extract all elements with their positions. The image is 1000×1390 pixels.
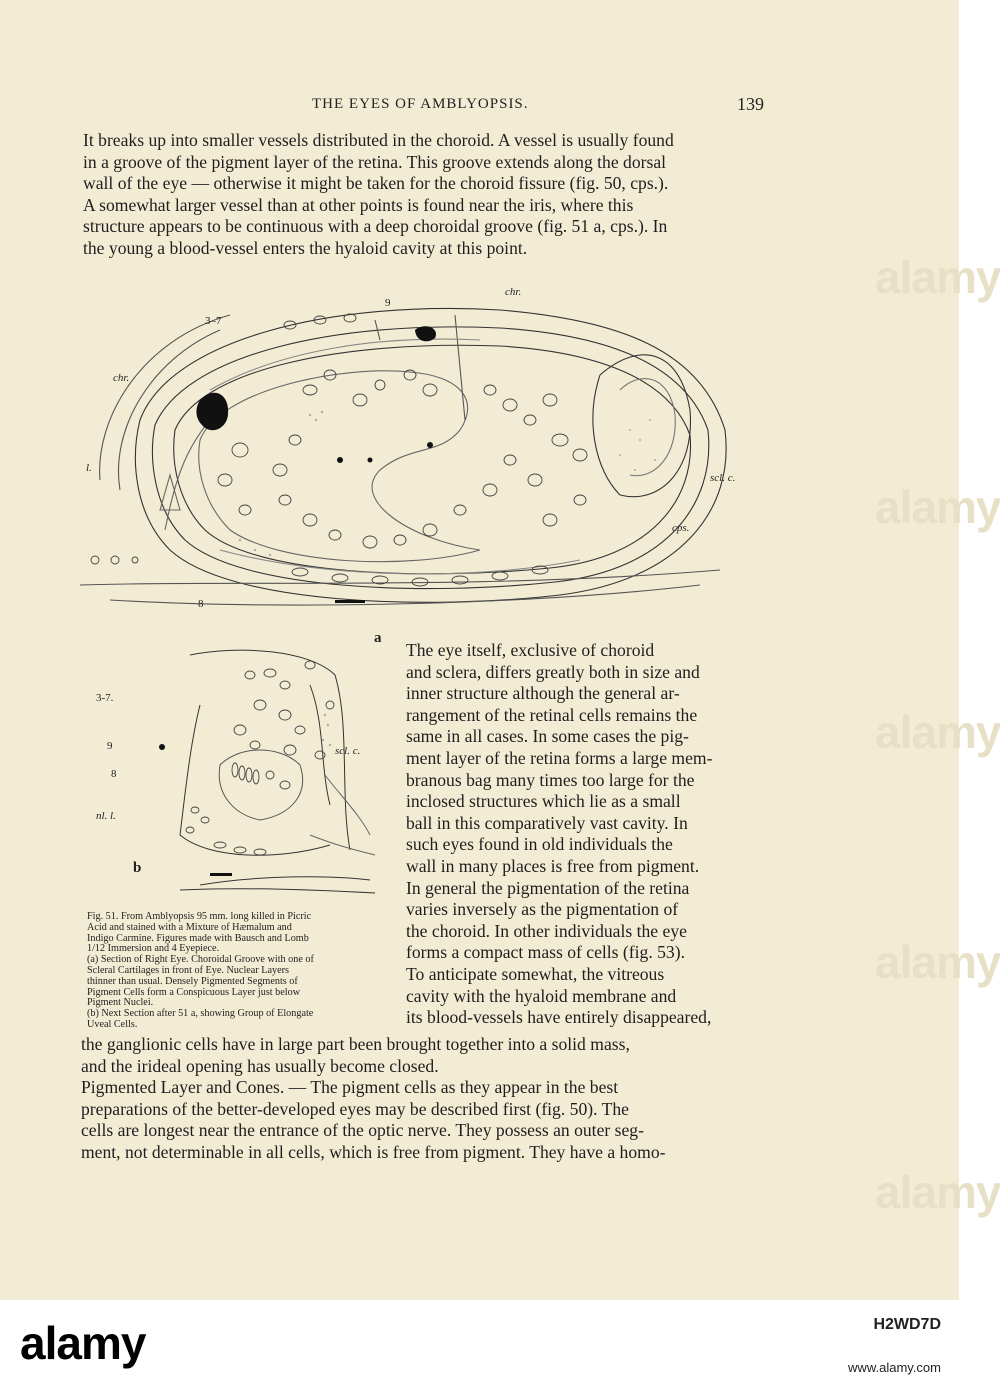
figure-51b-section [160,645,375,895]
text-line: inclosed structures which lie as a small [406,791,681,812]
fig-a-label-l: l. [86,462,92,474]
text-line: cavity with the hyaloid membrane and [406,985,677,1006]
watermark: alamy [875,481,1000,533]
stock-footer [0,1300,959,1390]
text-line: the young a blood-vessel enters the hyaloid cavity at this point. [83,237,528,258]
text-line: ment layer of the retina forms a large mem- [406,747,713,768]
text-line: wall in many places is free from pigment. [406,855,700,876]
fig-b-label-9: 9 [107,740,113,752]
text-line: ment, not determinable in all cells, which is free from pigment. They have a homo- [81,1141,666,1162]
fig-b-label-3-7: 3-7. [96,692,114,704]
text-line: rangement of the retinal cells remains the [406,704,698,725]
figure-caption [87,912,387,1031]
text-line: in a groove of the pigment layer of the retina. This groove extends along the dorsal [83,151,667,172]
fig-a-panel-label: a [374,630,382,646]
fig-a-label-chr-left: chr. [113,372,130,384]
fig-b-label-nll: nl. l. [96,810,116,822]
text-line: Pigmented Layer and Cones. — The pigment cells as they appear in the best [81,1077,619,1098]
text-line: and the irideal opening has usually become closed. [81,1055,439,1076]
watermark: alamy [875,706,1000,758]
figure-51a-eye-section [80,280,740,625]
fig-a-label-chr-top: chr. [505,286,522,298]
text-line: It breaks up into smaller vessels distributed in the choroid. A vessel is usually found [83,130,674,150]
text-line: In general the pigmentation of the retina [406,877,690,898]
text-line: the choroid. In other individuals the eye [406,920,687,941]
caption-line: 1/12 Immersion and 4 Eyepiece. [87,943,220,955]
caption-line: Pigment Cells form a Conspicuous Layer just below [87,986,301,998]
caption-line: thinner than usual. Densely Pigmented Segments of [87,975,298,987]
fig-a-label-cps: cps. [672,522,690,534]
text-line: wall of the eye — otherwise it might be taken for the choroid fissure (fig. 50, cps.). [83,173,669,194]
text-line: and sclera, differs greatly both in size and [406,661,700,682]
page-number: 139 [737,94,764,114]
caption-line: Acid and stained with a Mixture of Hæmalum and [87,921,292,933]
text-line: structure appears to be continuous with a deep choroidal groove (fig. 51 a, cps.). In [83,216,668,237]
fig-b-panel-label: b [133,860,142,876]
text-line: branous bag many times too large for the [406,769,695,790]
fig-a-label-3-7: 3–7 [205,315,222,327]
text-line: cells are longest near the entrance of the optic nerve. They possess an outer seg- [81,1120,644,1141]
caption-line: Uveal Cells. [87,1018,138,1030]
alamy-logo: alamy [20,1317,146,1369]
text-line: the ganglionic cells have in large part been brought together into a solid mass, [81,1034,630,1054]
caption-line: (a) Section of Right Eye. Choroidal Groove with one of [87,954,314,966]
text-line: such eyes found in old individuals the [406,834,673,855]
text-line: A somewhat larger vessel than at other points is found near the iris, where this [83,194,634,215]
text-line: The eye itself, exclusive of choroid [406,640,655,660]
fig-b-label-8: 8 [111,768,117,780]
site-url: www.alamy.com [848,1360,941,1375]
watermark: alamy [875,251,1000,303]
caption-line: Fig. 51. From Amblyopsis 95 mm. long killed in Picric [87,911,312,922]
text-line: To anticipate somewhat, the vitreous [406,963,665,984]
watermark: alamy [875,936,1000,988]
bottom-paragraph [81,1034,755,1164]
fig-b-label-sclc: scl. c. [335,745,361,757]
text-line: inner structure although the general ar- [406,683,680,704]
top-paragraph [83,130,755,260]
image-id: H2WD7D [873,1316,941,1333]
text-line: forms a compact mass of cells (fig. 53). [406,942,685,963]
watermark: alamy [875,1166,1000,1218]
text-line: same in all cases. In some cases the pig- [406,726,689,747]
text-line: ball in this comparatively vast cavity. In [406,812,688,833]
fig-a-label-9: 9 [385,297,391,309]
caption-line: Pigment Nuclei. [87,997,154,1009]
side-paragraph [406,640,755,1029]
fig-a-label-sclc: scl. c. [710,472,736,484]
fig-a-label-8: 8 [198,598,204,610]
text-line: its blood-vessels have entirely disappeared, [406,1007,712,1028]
text-line: varies inversely as the pigmentation of [406,899,679,920]
caption-line: (b) Next Section after 51 a, showing Group of Elongate [87,1008,314,1020]
running-title: THE EYES OF AMBLYOPSIS. [312,96,529,112]
caption-line: Scleral Cartilages in front of Eye. Nuclear Layers [87,964,289,976]
text-line: preparations of the better-developed eyes may be described first (fig. 50). The [81,1098,629,1119]
caption-line: Indigo Carmine. Figures made with Bausch and Lomb [87,932,309,944]
